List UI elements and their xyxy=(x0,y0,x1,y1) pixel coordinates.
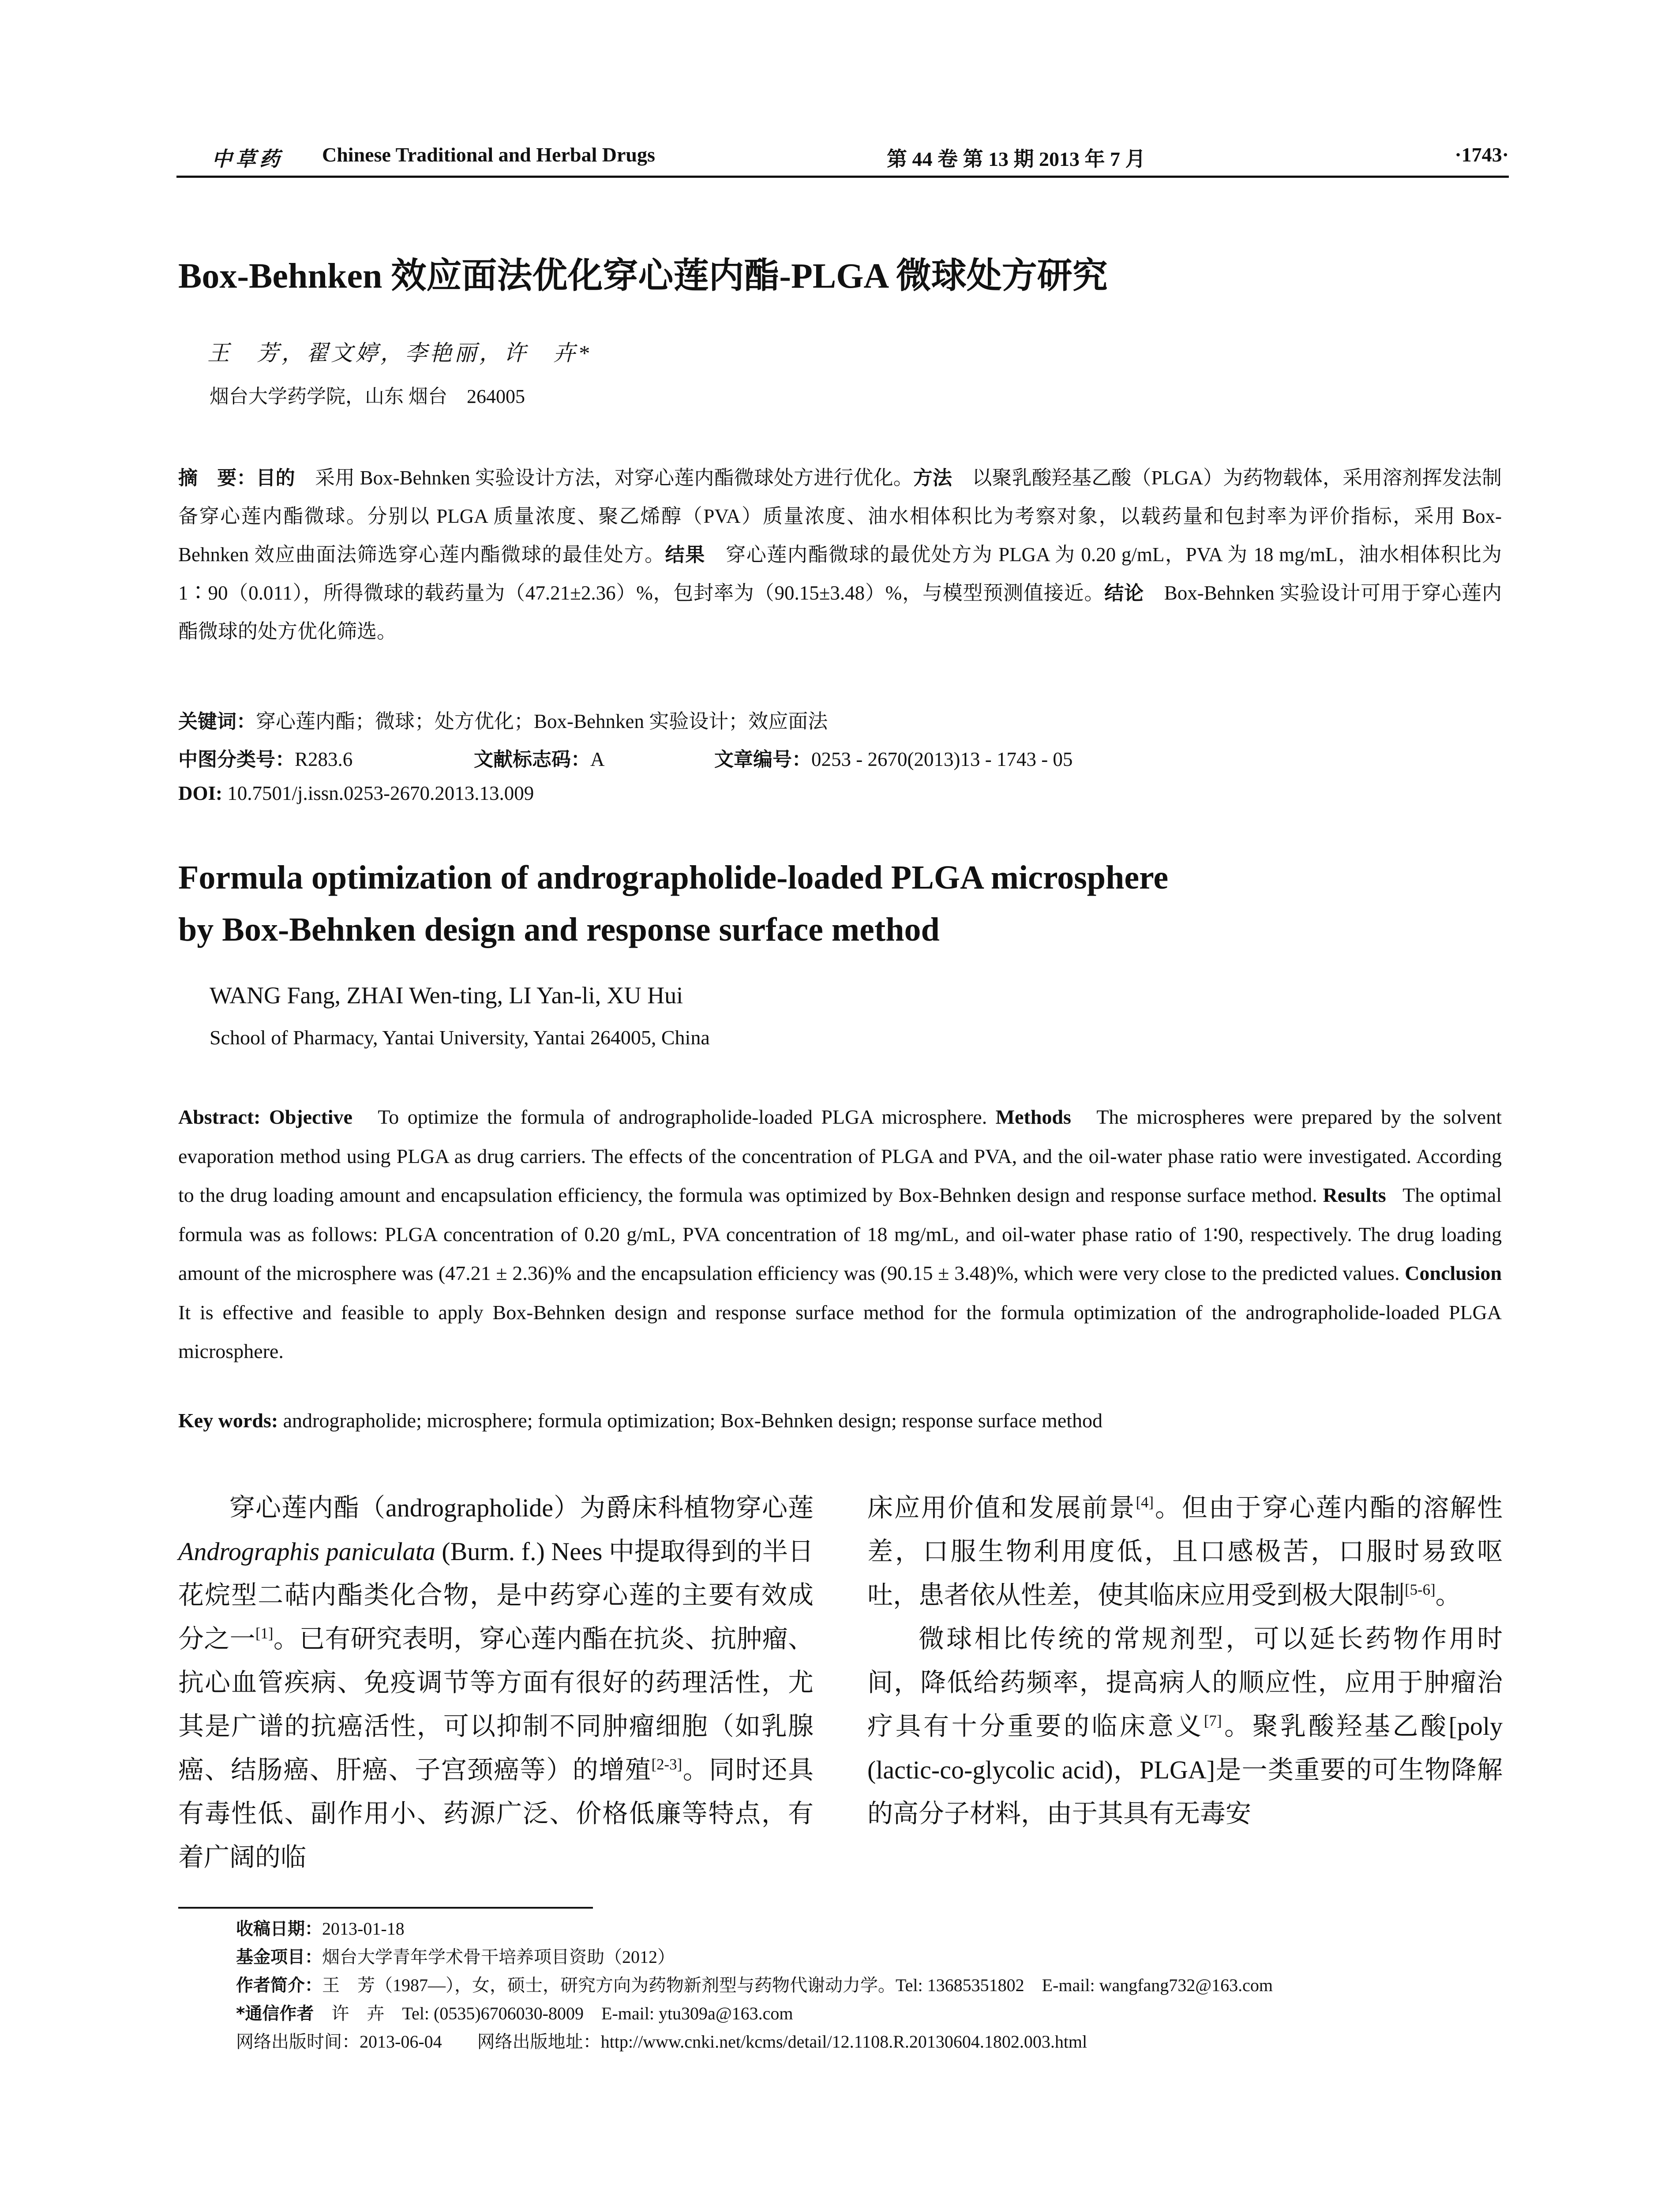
body-text: 。但由于穿心莲内酯的溶解性差，口服生物利用度低，且口感极苦，口服时易致呕吐，患者依从性差，使其临床应用受到极大限制 xyxy=(867,1493,1503,1609)
cn-classification-line xyxy=(178,743,1072,772)
footnote-fund xyxy=(236,1943,1273,1971)
article-no-label: 文章编号： xyxy=(714,748,811,771)
article-no-value: 0253 - 2670(2013)13 - 1743 - 05 xyxy=(811,748,1073,770)
footnotes xyxy=(236,1915,1273,2056)
en-affiliation: School of Pharmacy, Yantai University, Yantai 264005, China xyxy=(210,1026,710,1049)
citation: [4] xyxy=(1136,1493,1154,1511)
en-abstract xyxy=(178,1098,1502,1371)
cn-objective-label: 目的 xyxy=(256,467,295,489)
body-text: 。同时还具有毒性低、副作用小、药源广泛、价格低廉等特点，有着广阔的临 xyxy=(178,1756,814,1872)
cn-keywords-text: 穿心莲内酯；微球；处方优化；Box-Behnken 实验设计；效应面法 xyxy=(256,710,828,732)
en-title-line1: Formula optimization of andrographolide-loaded PLGA microsphere xyxy=(178,859,1169,896)
citation: [5-6] xyxy=(1405,1581,1436,1598)
footnote-label: 作者简介： xyxy=(236,1976,322,1996)
issue-info: 第 44 卷 第 13 期 2013 年 7 月 xyxy=(887,148,1146,170)
footnote-author-bio xyxy=(236,1971,1273,2000)
cn-authors: 王 芳，翟文婷，李艳丽，许 卉* xyxy=(207,341,592,365)
body-text: (Burm. f.) Nees 中提取得到的半日花烷型二萜内酯类化合物，是中药穿心莲的主要有效成分之一 xyxy=(178,1537,814,1653)
en-keywords-text: andrographolide; microsphere; formula optimization; Box-Behnken design; response surface method xyxy=(283,1409,1103,1432)
footnote-received xyxy=(236,1915,1273,1943)
doi-value: 10.7501/j.issn.0253-2670.2013.13.009 xyxy=(227,782,534,804)
footnote-text: 许 卉 Tel: (0535)6706030-8009 E-mail: ytu309a@163.com xyxy=(331,2003,793,2023)
en-results-text: The optimal formula was as follows: PLGA concentration of 0.20 g/mL, PVA concentration of 18 mg/mL, and oil-water phase ratio of 1∶90, respectively. The drug loading amount of the microsphere was (47.21 ± 2.36)% and the encapsulation efficiency was (90.15 ± 3.48)%, which were very close to the predicted values. xyxy=(178,1184,1502,1284)
body-column-left xyxy=(178,1486,814,1879)
footnote-text: 烟台大学青年学术骨干培养项目资助（2012） xyxy=(322,1947,675,1967)
footnote-online xyxy=(236,2028,1273,2056)
citation: [2-3] xyxy=(651,1756,682,1773)
cn-abstract-label: 摘 要： xyxy=(178,467,256,489)
footnote-text: 网络出版时间：2013-06-04 xyxy=(236,2032,442,2052)
body-text: 床应用价值和发展前景 xyxy=(867,1493,1136,1522)
doc-code-value: A xyxy=(590,748,605,770)
journal-name-cn: 中草药 xyxy=(212,148,283,170)
en-keywords xyxy=(178,1409,1502,1432)
clc-value: R283.6 xyxy=(295,748,353,770)
footnote-divider xyxy=(178,1907,593,1909)
en-authors: WANG Fang, ZHAI Wen-ting, LI Yan-li, XU Hui xyxy=(210,982,683,1009)
cn-affiliation: 烟台大学药学院，山东 烟台 264005 xyxy=(210,386,525,407)
clc-label: 中图分类号： xyxy=(178,748,295,771)
en-objective-text: To optimize the formula of andrographolide-loaded PLGA microsphere. xyxy=(378,1106,987,1128)
cn-methods-text: 以聚乳酸羟基乙酸（PLGA）为药物载体，采用溶剂挥发法制备穿心莲内酯微球。分别以 PLGA 质量浓度、聚乙烯醇（PVA）质量浓度、油水相体积比为考察对象，以载药量和包封率为评价指标，采用 Box-Behnken 效应曲面法筛选穿心莲内酯微球的最佳处方。 xyxy=(178,467,1502,566)
en-keywords-label: Key words: xyxy=(178,1409,278,1432)
en-conclusion-text: It is effective and feasible to apply Box-Behnken design and response surface method for the formula optimization of the andrographolide-loaded PLGA microsphere. xyxy=(178,1301,1502,1362)
en-title xyxy=(178,852,1502,956)
footnote-corresponding xyxy=(236,2000,1273,2028)
body-paragraph xyxy=(178,1486,814,1879)
en-results-label: Results xyxy=(1323,1184,1386,1206)
en-abstract-label: Abstract: xyxy=(178,1106,261,1128)
cn-keywords-label: 关键词： xyxy=(178,710,256,733)
page-number: ·1743· xyxy=(1455,143,1509,166)
footnote-text: 网络出版地址：http://www.cnki.net/kcms/detail/12.1108.R.20130604.1802.003.html xyxy=(477,2032,1088,2052)
en-methods-text: The microspheres were prepared by the solvent evaporation method using PLGA as drug carriers. The effects of the concentration of PLGA and PVA, and the oil-water phase ratio were investigated. According to the drug loading amount and encapsulation efficiency, the formula was optimized by Box-Behnken design and response surface method. xyxy=(178,1106,1502,1206)
cn-methods-label: 方法 xyxy=(913,467,952,489)
body-paragraph xyxy=(867,1617,1503,1835)
doi-line xyxy=(178,782,534,805)
en-conclusion-label: Conclusion xyxy=(1405,1262,1502,1284)
footnote-text: 2013-01-18 xyxy=(322,1919,405,1939)
cn-title: Box-Behnken 效应面法优化穿心莲内酯-PLGA 微球处方研究 xyxy=(178,257,1108,296)
cn-results-text: 穿心莲内酯微球的最优处方为 PLGA 为 0.20 g/mL，PVA 为 18 mg/mL，油水相体积比为 1∶90（0.011），所得微球的载药量为（47.21±2.36）%，包封率为（90.15±3.48）%，与模型预测值接近。 xyxy=(178,544,1502,604)
cn-conclusion-label: 结论 xyxy=(1104,582,1144,604)
body-text: 。 xyxy=(1435,1581,1461,1609)
citation: [1] xyxy=(255,1624,274,1642)
cn-keywords xyxy=(178,705,828,734)
body-column-right xyxy=(867,1486,1503,1835)
journal-name-en: Chinese Traditional and Herbal Drugs xyxy=(322,143,655,166)
species-name: Andrographis paniculata xyxy=(178,1537,435,1566)
en-title-line2: by Box-Behnken design and response surface method xyxy=(178,911,940,948)
doi-label: DOI: xyxy=(178,782,222,804)
body-text: 。已有研究表明，穿心莲内酯在抗炎、抗肿瘤、抗心血管疾病、免疫调节等方面有很好的药理活性，尤其是广谱的抗癌活性，可以抑制不同肿瘤细胞（如乳腺癌、结肠癌、肝癌、子宫颈癌等）的增殖 xyxy=(178,1624,814,1784)
doc-code-label: 文献标志码： xyxy=(474,748,590,771)
running-header xyxy=(176,140,1509,178)
body-text: 微球相比传统的常规剂型，可以延长药物作用时间，降低给药频率，提高病人的顺应性，应用于肿瘤治疗具有十分重要的临床意义 xyxy=(867,1624,1503,1741)
en-objective-label: Objective xyxy=(269,1106,352,1128)
cn-abstract xyxy=(178,459,1502,651)
footnote-text: 王 芳（1987—），女，硕士，研究方向为药物新剂型与药物代谢动力学。Tel: 13685351802 E-mail: wangfang732@163.com xyxy=(322,1975,1273,1995)
body-text: 。聚乳酸羟基乙酸[poly (lactic-co-glycolic acid)，PLGA]是一类重要的可生物降解的高分子材料，由于其具有无毒安 xyxy=(867,1712,1503,1828)
cn-results-label: 结果 xyxy=(665,544,705,566)
footnote-label: 收稿日期： xyxy=(236,1919,322,1939)
citation: [7] xyxy=(1204,1712,1222,1730)
cn-conclusion-text: Box-Behnken 实验设计可用于穿心莲内酯微球的处方优化筛选。 xyxy=(178,582,1502,642)
body-paragraph xyxy=(867,1486,1503,1617)
cn-objective-text: 采用 Box-Behnken 实验设计方法，对穿心莲内酯微球处方进行优化。 xyxy=(315,467,913,489)
body-text: 穿心莲内酯（andrographolide）为爵床科植物穿心莲 xyxy=(229,1493,814,1522)
footnote-label: 基金项目： xyxy=(236,1947,322,1967)
footnote-label: *通信作者 xyxy=(236,2004,314,2024)
en-methods-label: Methods xyxy=(995,1106,1071,1128)
